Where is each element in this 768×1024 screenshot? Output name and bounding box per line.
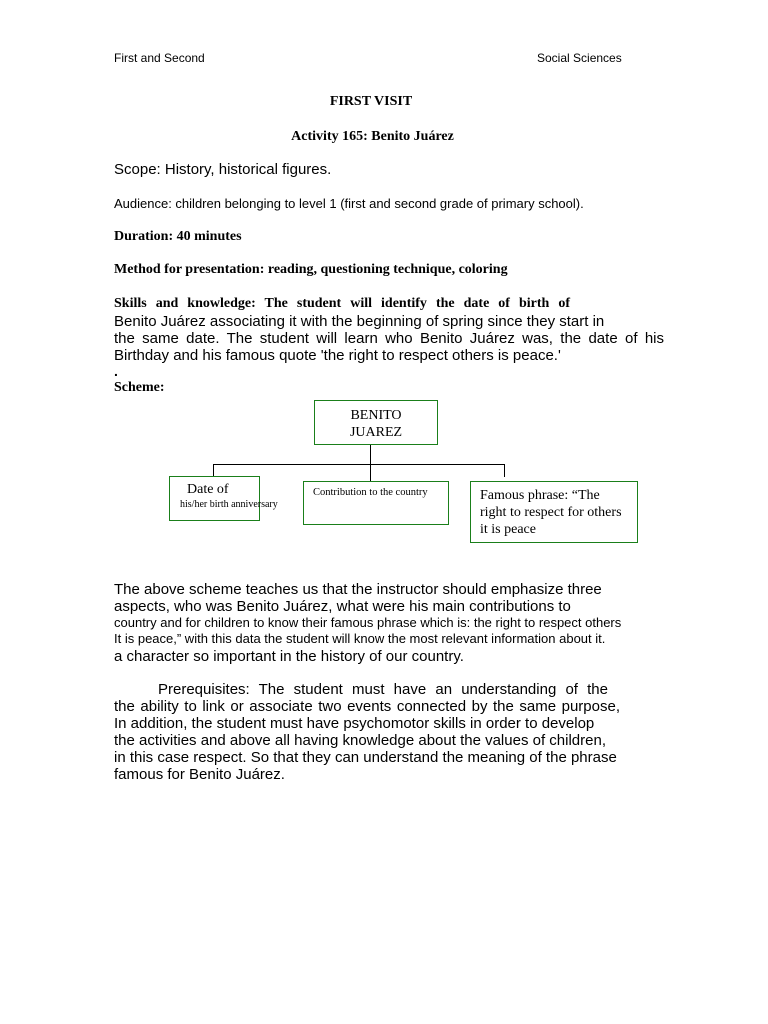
scheme-root-line-1: BENITO: [350, 408, 402, 423]
scheme-box-phrase: [470, 481, 638, 543]
page-title: FIRST VISIT: [329, 94, 413, 109]
scheme-box-contribution: [303, 481, 449, 525]
para1-line-5: a character so important in the history of our country.: [114, 648, 464, 665]
para2-line-1: Prerequisites: The student must have an understanding of the: [158, 681, 608, 698]
para2-line-3: In addition, the student must have psychomotor skills in order to develop: [114, 715, 595, 732]
skills-heading: Skills and knowledge: The student will identify the date of birth of: [114, 296, 570, 311]
scheme-label: Scheme:: [114, 380, 165, 395]
para1-line-1: The above scheme teaches us that the instructor should emphasize three: [114, 581, 602, 598]
para2-line-2: the ability to link or associate two events connected by the same purpose,: [114, 698, 620, 715]
scheme-root-box: [314, 400, 438, 445]
scheme-box-birth-line-1: Date of: [187, 482, 229, 497]
para1-line-4: It is peace,” with this data the student will know the most relevant information about it.: [114, 631, 606, 646]
scheme-box-phrase-line-3: it is peace: [480, 522, 536, 537]
para2-line-5: in this case respect. So that they can understand the meaning of the phrase: [114, 749, 617, 766]
connector-horizontal: [213, 464, 505, 465]
scheme-box-contribution-text: Contribution to the country: [313, 487, 428, 498]
scheme-box-birth-line-2: his/her birth anniversary: [180, 499, 278, 510]
scheme-box-phrase-line-2: right to respect for others: [480, 505, 622, 520]
para2-line-6: famous for Benito Juárez.: [114, 766, 285, 783]
connector-vertical: [370, 445, 371, 465]
activity-title: Activity 165: Benito Juárez: [291, 129, 454, 144]
method-line: Method for presentation: reading, questioning technique, coloring: [114, 262, 508, 277]
skills-line-2: the same date. The student will learn who Benito Juárez was, the date of his: [114, 330, 664, 347]
skills-line-1: Benito Juárez associating it with the beginning of spring since they start in: [114, 313, 605, 330]
connector-middle: [370, 464, 371, 481]
header-left: First and Second: [114, 51, 205, 65]
duration-line: Duration: 40 minutes: [114, 229, 242, 244]
scheme-box-birth: [169, 476, 278, 521]
scope-line: Scope: History, historical figures.: [114, 161, 332, 178]
skills-line-3: Birthday and his famous quote 'the right to respect others is peace.': [114, 347, 561, 364]
para1-line-2: aspects, who was Benito Juárez, what were his main contributions to: [114, 598, 571, 615]
para1-line-3: country and for children to know their famous phrase which is: the right to respect others: [114, 615, 622, 630]
connector-right: [504, 464, 505, 477]
audience-line: Audience: children belonging to level 1 (first and second grade of primary school).: [114, 196, 584, 211]
header-right: Social Sciences: [537, 51, 622, 65]
skills-dot: .: [114, 363, 118, 379]
para2-line-4: the activities and above all having knowledge about the values of children,: [114, 732, 606, 749]
scheme-box-phrase-line-1: Famous phrase: “The: [480, 488, 600, 503]
scheme-root-line-2: JUAREZ: [349, 425, 403, 440]
